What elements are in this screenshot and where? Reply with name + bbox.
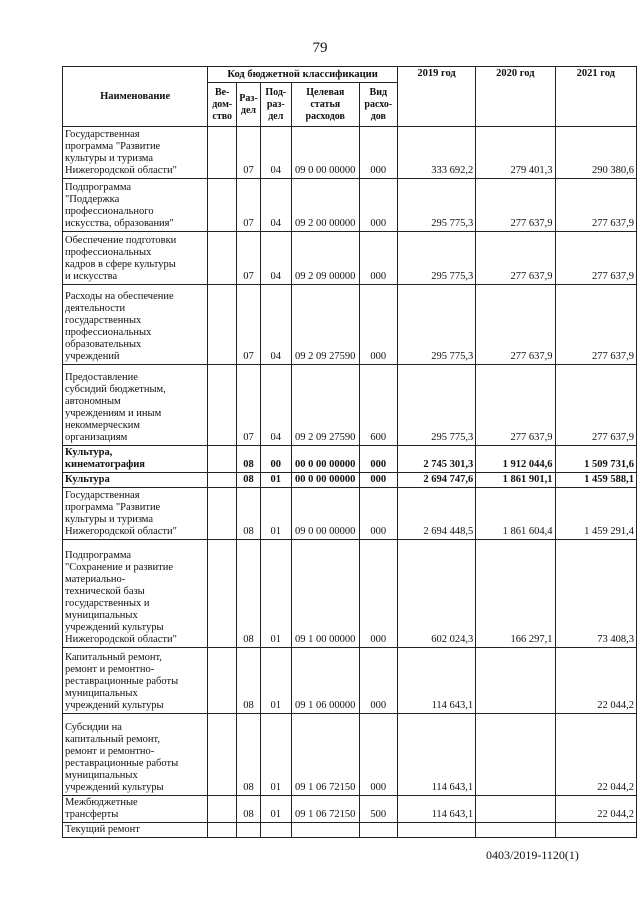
row-target-cell: 09 1 06 72150 <box>291 714 359 796</box>
row-razdel-cell: 08 <box>237 648 261 714</box>
row-podrazdel-cell: 04 <box>260 285 291 365</box>
row-2020-cell: 277 637,9 <box>476 285 555 365</box>
row-2021-cell: 1 509 731,6 <box>555 446 636 473</box>
row-target-cell: 00 0 00 00000 <box>291 446 359 473</box>
header-podrazdel: Под- раз- дел <box>260 83 291 127</box>
budget-table <box>62 66 637 838</box>
row-vedomstvo-cell <box>208 488 237 540</box>
header-2019: 2019 год <box>397 67 475 127</box>
row-vedomstvo-cell <box>208 648 237 714</box>
row-vedomstvo-cell <box>208 232 237 285</box>
row-name-cell: Текущий ремонт <box>63 823 208 838</box>
header-2020: 2020 год <box>476 67 555 127</box>
row-podrazdel-cell: 00 <box>260 446 291 473</box>
row-name-cell: Обеспечение подготовки профессиональных кадров в сфере культуры и искусства <box>63 232 208 285</box>
row-2019-cell: 333 692,2 <box>397 127 475 179</box>
document-code: 0403/2019-1120(1) <box>486 848 579 862</box>
row-2019-cell: 295 775,3 <box>397 285 475 365</box>
row-razdel-cell: 08 <box>237 488 261 540</box>
row-target-cell <box>291 823 359 838</box>
row-vedomstvo-cell <box>208 365 237 446</box>
row-vid-cell: 000 <box>359 648 397 714</box>
row-name-cell: Подпрограмма "Сохранение и развитие материально- технической базы государственных и муниципальных учреждений культуры Нижегородской области" <box>63 540 208 648</box>
row-razdel-cell <box>237 823 261 838</box>
row-vedomstvo-cell <box>208 714 237 796</box>
row-vid-cell: 000 <box>359 488 397 540</box>
row-2019-cell: 2 745 301,3 <box>397 446 475 473</box>
row-2019-cell: 114 643,1 <box>397 714 475 796</box>
row-vid-cell: 000 <box>359 127 397 179</box>
row-target-cell: 09 2 00 00000 <box>291 179 359 232</box>
table-row <box>63 232 637 285</box>
row-2020-cell: 277 637,9 <box>476 365 555 446</box>
row-2020-cell <box>476 796 555 823</box>
row-2021-cell: 22 044,2 <box>555 796 636 823</box>
row-2021-cell: 277 637,9 <box>555 285 636 365</box>
row-razdel-cell: 08 <box>237 714 261 796</box>
row-vedomstvo-cell <box>208 127 237 179</box>
row-name-cell: Расходы на обеспечение деятельности государственных профессиональных образовательных учреждений <box>63 285 208 365</box>
row-vid-cell: 500 <box>359 796 397 823</box>
header-code-group: Код бюджетной классификации <box>208 67 398 83</box>
header-razdel: Раз- дел <box>237 83 261 127</box>
table-row <box>63 473 637 488</box>
table-row <box>63 127 637 179</box>
table-row <box>63 714 637 796</box>
row-vedomstvo-cell <box>208 446 237 473</box>
row-2019-cell: 602 024,3 <box>397 540 475 648</box>
row-podrazdel-cell: 01 <box>260 473 291 488</box>
row-target-cell: 09 1 00 00000 <box>291 540 359 648</box>
row-podrazdel-cell <box>260 823 291 838</box>
row-vid-cell: 000 <box>359 446 397 473</box>
row-2019-cell: 295 775,3 <box>397 232 475 285</box>
row-razdel-cell: 07 <box>237 179 261 232</box>
row-2020-cell: 277 637,9 <box>476 232 555 285</box>
row-2020-cell: 1 861 901,1 <box>476 473 555 488</box>
header-vid: Вид расхо- дов <box>359 83 397 127</box>
header-target: Целевая статья расходов <box>291 83 359 127</box>
row-vid-cell: 000 <box>359 473 397 488</box>
row-2019-cell: 2 694 448,5 <box>397 488 475 540</box>
row-2020-cell <box>476 714 555 796</box>
row-2021-cell <box>555 823 636 838</box>
row-name-cell: Культура <box>63 473 208 488</box>
row-razdel-cell: 08 <box>237 473 261 488</box>
row-name-cell: Субсидии на капитальный ремонт, ремонт и ремонтно- реставрационные работы муниципальных учреждений культуры <box>63 714 208 796</box>
row-razdel-cell: 07 <box>237 232 261 285</box>
page-number: 79 <box>312 40 328 56</box>
row-target-cell: 09 2 09 27590 <box>291 365 359 446</box>
row-2020-cell: 166 297,1 <box>476 540 555 648</box>
table-row <box>63 488 637 540</box>
table-row <box>63 365 637 446</box>
row-name-cell: Государственная программа "Развитие культуры и туризма Нижегородской области" <box>63 488 208 540</box>
row-vid-cell: 000 <box>359 285 397 365</box>
row-name-cell: Государственная программа "Развитие культуры и туризма Нижегородской области" <box>63 127 208 179</box>
row-target-cell: 09 2 09 00000 <box>291 232 359 285</box>
row-2021-cell: 22 044,2 <box>555 714 636 796</box>
row-podrazdel-cell: 04 <box>260 232 291 285</box>
row-podrazdel-cell: 04 <box>260 179 291 232</box>
table-row <box>63 446 637 473</box>
row-podrazdel-cell: 01 <box>260 796 291 823</box>
row-2021-cell: 73 408,3 <box>555 540 636 648</box>
row-vedomstvo-cell <box>208 796 237 823</box>
row-2019-cell: 2 694 747,6 <box>397 473 475 488</box>
header-name: Наименование <box>63 67 208 127</box>
row-target-cell: 09 1 06 00000 <box>291 648 359 714</box>
row-2020-cell: 1 912 044,6 <box>476 446 555 473</box>
row-vedomstvo-cell <box>208 823 237 838</box>
row-target-cell: 00 0 00 00000 <box>291 473 359 488</box>
table-row <box>63 796 637 823</box>
row-target-cell: 09 0 00 00000 <box>291 127 359 179</box>
row-vid-cell: 000 <box>359 179 397 232</box>
row-2019-cell <box>397 823 475 838</box>
row-2020-cell: 1 861 604,4 <box>476 488 555 540</box>
row-2021-cell: 1 459 588,1 <box>555 473 636 488</box>
row-target-cell: 09 1 06 72150 <box>291 796 359 823</box>
row-2020-cell: 277 637,9 <box>476 179 555 232</box>
row-vedomstvo-cell <box>208 540 237 648</box>
row-razdel-cell: 08 <box>237 446 261 473</box>
row-2020-cell: 279 401,3 <box>476 127 555 179</box>
row-vedomstvo-cell <box>208 285 237 365</box>
row-target-cell: 09 2 09 27590 <box>291 285 359 365</box>
row-name-cell: Культура, кинематография <box>63 446 208 473</box>
row-2020-cell <box>476 823 555 838</box>
row-name-cell: Предоставление субсидий бюджетным, автономным учреждениям и иным некоммерческим организациям <box>63 365 208 446</box>
row-vid-cell: 000 <box>359 714 397 796</box>
row-vid-cell <box>359 823 397 838</box>
row-2021-cell: 277 637,9 <box>555 365 636 446</box>
row-2021-cell: 290 380,6 <box>555 127 636 179</box>
row-2020-cell <box>476 648 555 714</box>
row-2021-cell: 22 044,2 <box>555 648 636 714</box>
row-podrazdel-cell: 01 <box>260 540 291 648</box>
header-2021: 2021 год <box>555 67 636 127</box>
row-podrazdel-cell: 01 <box>260 714 291 796</box>
table-row <box>63 179 637 232</box>
row-2021-cell: 277 637,9 <box>555 179 636 232</box>
table-row <box>63 648 637 714</box>
table-row <box>63 285 637 365</box>
row-podrazdel-cell: 01 <box>260 648 291 714</box>
row-2019-cell: 114 643,1 <box>397 796 475 823</box>
row-2021-cell: 1 459 291,4 <box>555 488 636 540</box>
row-name-cell: Капитальный ремонт, ремонт и ремонтно- реставрационные работы муниципальных учреждений культуры <box>63 648 208 714</box>
row-vedomstvo-cell <box>208 473 237 488</box>
row-vid-cell: 600 <box>359 365 397 446</box>
row-2019-cell: 295 775,3 <box>397 365 475 446</box>
row-name-cell: Подпрограмма "Поддержка профессионального искусства, образования" <box>63 179 208 232</box>
row-razdel-cell: 08 <box>237 540 261 648</box>
row-podrazdel-cell: 01 <box>260 488 291 540</box>
row-2019-cell: 295 775,3 <box>397 179 475 232</box>
row-razdel-cell: 07 <box>237 127 261 179</box>
row-vid-cell: 000 <box>359 232 397 285</box>
header-vedomstvo: Ве- дом- ство <box>208 83 237 127</box>
row-podrazdel-cell: 04 <box>260 365 291 446</box>
row-vid-cell: 000 <box>359 540 397 648</box>
row-razdel-cell: 07 <box>237 365 261 446</box>
row-2021-cell: 277 637,9 <box>555 232 636 285</box>
table-row <box>63 823 637 838</box>
row-podrazdel-cell: 04 <box>260 127 291 179</box>
row-target-cell: 09 0 00 00000 <box>291 488 359 540</box>
table-body <box>63 127 637 838</box>
table-row <box>63 540 637 648</box>
row-vedomstvo-cell <box>208 179 237 232</box>
row-2019-cell: 114 643,1 <box>397 648 475 714</box>
row-razdel-cell: 07 <box>237 285 261 365</box>
row-name-cell: Межбюджетные трансферты <box>63 796 208 823</box>
row-razdel-cell: 08 <box>237 796 261 823</box>
